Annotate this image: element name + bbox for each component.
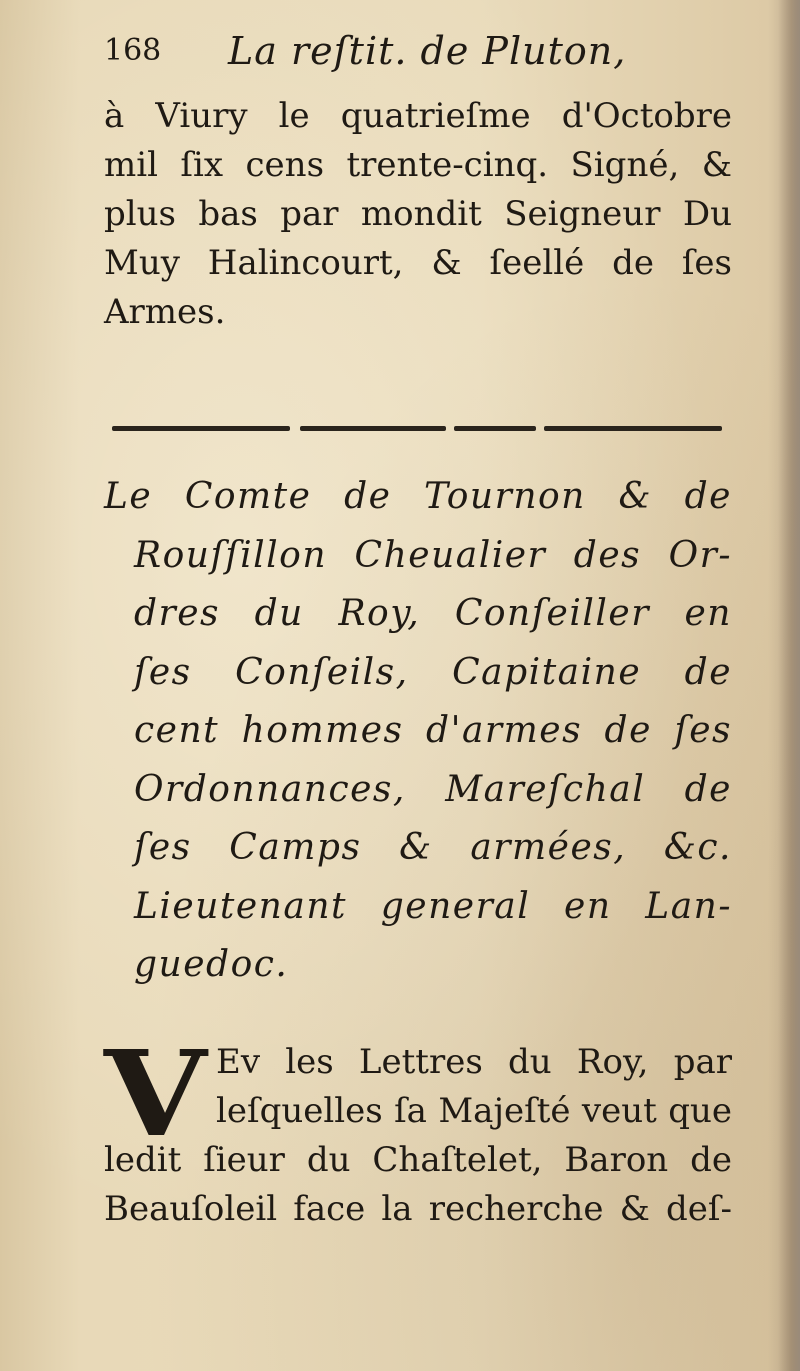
title-line: ſes Conſeils, Capitaine de — [134, 651, 732, 693]
title-line: cent hommes d'armes de ſes — [134, 710, 732, 751]
drop-cap: V — [104, 1024, 207, 1163]
running-header — [104, 26, 732, 76]
text-line: leſquelles ſa Majeſté veut que — [216, 1091, 732, 1131]
divider-segment — [300, 426, 446, 431]
text-line: Ev les Lettres du Roy, par — [216, 1042, 732, 1082]
text-line: mil ſix cens trente-cinq. Signé, & — [104, 145, 732, 185]
title-line: guedoc. — [134, 944, 289, 985]
text-line: ledit ſieur du Chaſtelet, Baron de — [104, 1140, 732, 1180]
title-line: Ordonnances, Mareſchal de — [134, 768, 732, 810]
title-line: Lieutenant general en Lan- — [134, 885, 732, 927]
text-line: plus bas par mondit Seigneur Du — [104, 194, 732, 234]
page-number: 168 — [104, 33, 162, 68]
title-line: dres du Roy, Conſeiller en — [134, 593, 732, 634]
text-line: à Viury le quatrieſme d'Octobre — [104, 96, 732, 136]
divider-segment — [544, 426, 722, 431]
text-line: Muy Halincourt, & ſeellé de ſes — [104, 243, 732, 283]
divider-segment — [112, 426, 290, 431]
page-edge-shadow — [778, 0, 800, 1371]
paragraph-main — [104, 1024, 732, 1234]
text-line: Armes. — [104, 292, 226, 332]
divider-segment — [454, 426, 536, 431]
paragraph-closing — [104, 92, 732, 337]
title-block — [104, 468, 732, 995]
text-line: Beauſoleil face la recherche & deſ- — [104, 1189, 732, 1229]
running-head-title: La reſtit. de Pluton, — [228, 29, 627, 73]
title-line: Le Comte de Tournon & de — [104, 476, 732, 517]
title-line: Rouſſillon Cheualier des Or- — [134, 534, 732, 576]
title-line: ſes Camps & armées, &c. — [134, 827, 732, 868]
